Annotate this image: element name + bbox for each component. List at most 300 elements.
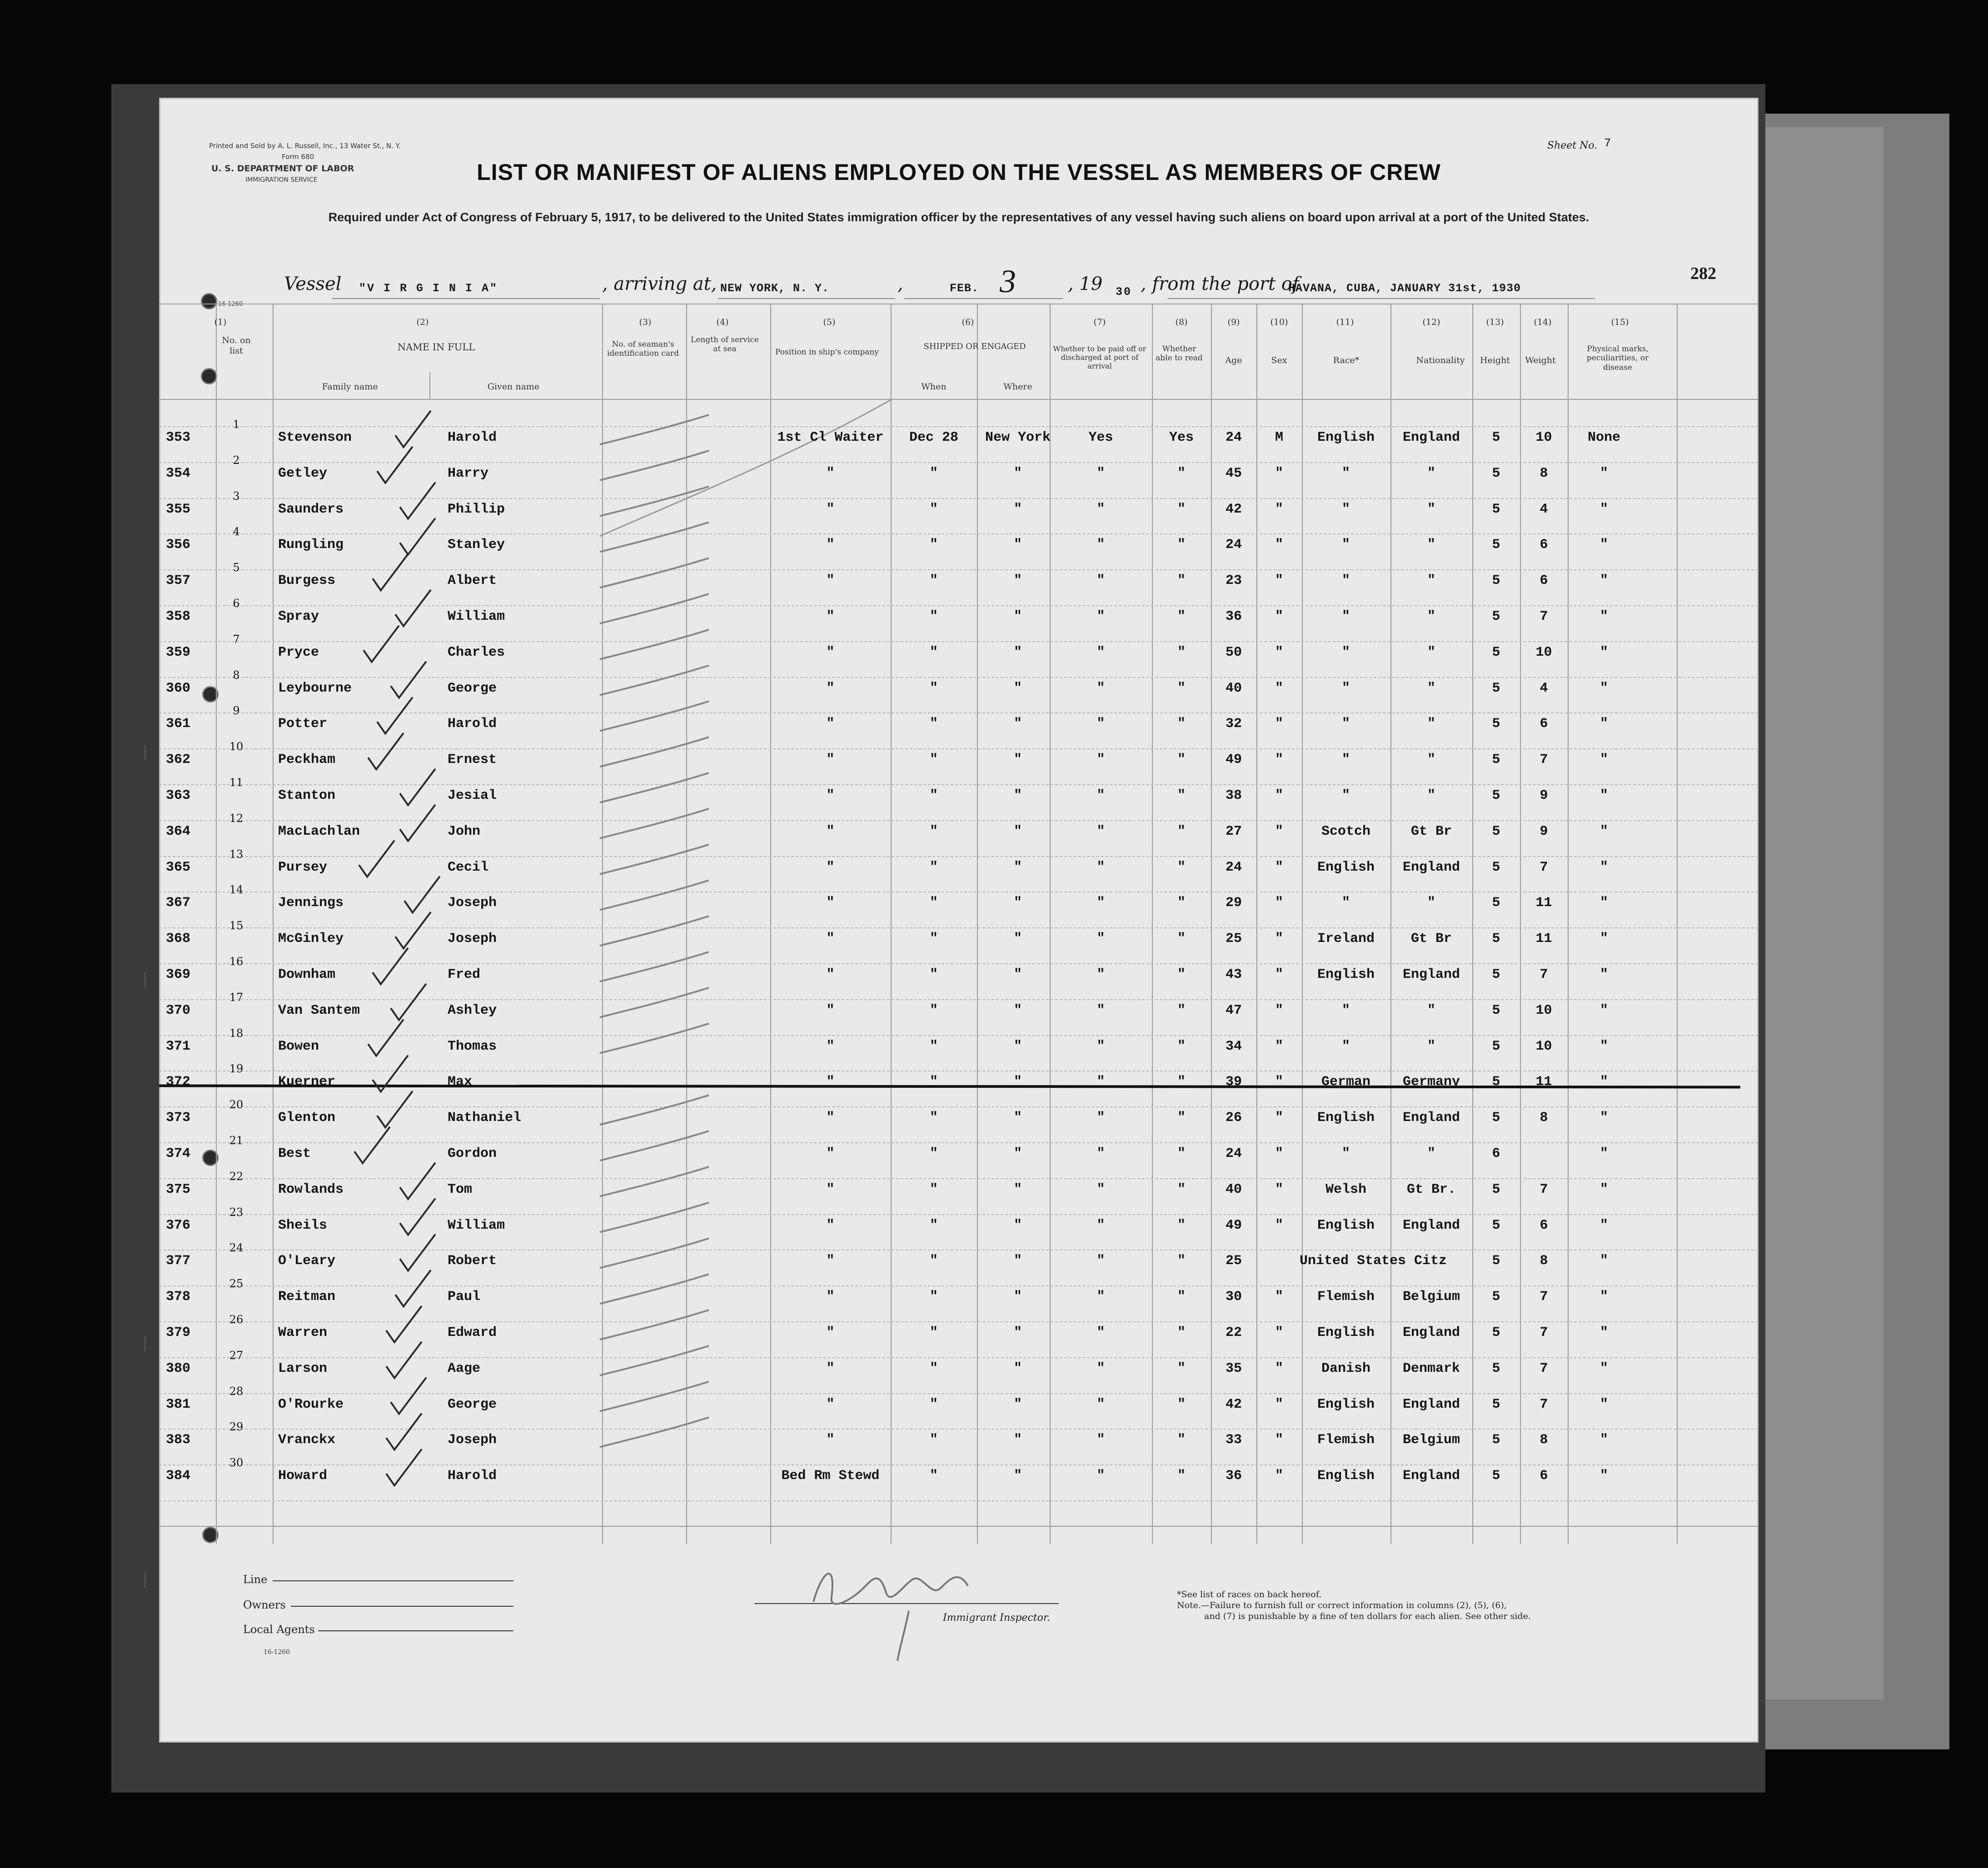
race: " <box>1341 895 1350 911</box>
sex: " <box>1275 1002 1283 1018</box>
row-rule <box>159 820 1759 821</box>
family-name: Rowlands <box>278 1181 344 1197</box>
shipped-where: " <box>1013 573 1022 589</box>
able-to-read: " <box>1177 1468 1186 1484</box>
age: 49 <box>1225 752 1242 768</box>
race: German <box>1321 1074 1371 1090</box>
height: 6 <box>1492 1146 1500 1161</box>
column-number: (4) <box>716 317 729 327</box>
physical-marks: " <box>1599 1110 1608 1126</box>
height: 5 <box>1492 573 1500 589</box>
physical-marks: " <box>1599 1396 1608 1412</box>
shipped-when: " <box>929 1432 938 1448</box>
physical-marks: " <box>1599 501 1608 517</box>
row-rule <box>159 1214 1759 1215</box>
row-number: 17 <box>229 991 244 1004</box>
shipped-when: " <box>929 931 938 947</box>
margin-mark <box>144 1572 146 1588</box>
row-number: 23 <box>229 1205 244 1219</box>
family-name: Potter <box>278 716 328 732</box>
race: Scotch <box>1321 823 1371 839</box>
height: 5 <box>1492 1217 1500 1233</box>
margin-mark <box>144 1336 146 1351</box>
physical-marks: " <box>1599 573 1608 589</box>
height: 5 <box>1492 537 1500 553</box>
race: " <box>1341 501 1350 517</box>
paid-off: " <box>1096 895 1105 911</box>
table-bottom-rule <box>159 1526 1759 1527</box>
shipped-where: " <box>1013 1360 1022 1376</box>
able-to-read: " <box>1177 1146 1186 1161</box>
header-family-name: Family name <box>322 382 378 392</box>
position: " <box>826 1110 835 1126</box>
race: English <box>1317 1110 1375 1126</box>
list-number: 376 <box>166 1217 191 1233</box>
able-to-read: " <box>1177 1325 1186 1340</box>
age: 24 <box>1225 430 1242 445</box>
paid-off: " <box>1096 1289 1105 1305</box>
paid-off: " <box>1096 1468 1105 1484</box>
sex: " <box>1275 716 1283 732</box>
given-name: Jesial <box>448 788 497 803</box>
height: 5 <box>1492 788 1500 803</box>
position: " <box>826 967 835 982</box>
arriving-place: NEW YORK, N. Y. <box>720 282 830 295</box>
column-number: (2) <box>416 317 429 327</box>
race: " <box>1341 680 1350 696</box>
family-name: Larson <box>278 1360 328 1376</box>
row-rule <box>159 1035 1759 1036</box>
physical-marks: " <box>1599 644 1608 660</box>
age: 35 <box>1225 1360 1242 1376</box>
race: Danish <box>1321 1360 1371 1376</box>
header-able-read: Whether able to read <box>1156 344 1203 363</box>
height: 5 <box>1492 1396 1500 1412</box>
nationality: England <box>1402 1325 1460 1340</box>
sex: " <box>1275 823 1283 839</box>
paid-off: " <box>1096 1217 1105 1233</box>
sex: " <box>1275 1432 1283 1448</box>
physical-marks: " <box>1599 1038 1608 1054</box>
row-number: 10 <box>229 740 244 753</box>
race: English <box>1317 430 1375 445</box>
nationality: " <box>1427 1146 1435 1161</box>
header-nationality: Nationality <box>1416 355 1465 365</box>
row-rule <box>159 1178 1759 1179</box>
paid-off: " <box>1096 1360 1105 1376</box>
paid-off: " <box>1096 680 1105 696</box>
sex: " <box>1275 1038 1283 1054</box>
able-to-read: " <box>1177 1038 1186 1054</box>
row-rule <box>159 641 1759 642</box>
local-agents-label: Local Agents <box>243 1623 315 1636</box>
physical-marks: " <box>1599 1146 1608 1161</box>
row-rule <box>159 1321 1759 1322</box>
shipped-where: " <box>1013 537 1022 553</box>
shipped-when: " <box>929 501 938 517</box>
family-name: Kuerner <box>278 1074 336 1090</box>
nationality: Germany <box>1402 1074 1460 1090</box>
race: " <box>1341 1146 1350 1161</box>
age: 40 <box>1225 1181 1242 1197</box>
shipped-where: " <box>1013 1074 1022 1090</box>
header-paid-off: Whether to be paid off or discharged at port of arrival <box>1053 344 1146 371</box>
form-number: Form 680 <box>282 153 314 161</box>
paid-off: " <box>1096 609 1105 624</box>
able-to-read: " <box>1177 716 1186 732</box>
age: 32 <box>1225 716 1242 732</box>
owners-label: Owners <box>243 1599 286 1611</box>
position: " <box>826 931 835 947</box>
age: 25 <box>1225 931 1242 947</box>
given-name: William <box>448 609 505 624</box>
row-rule <box>159 1357 1759 1358</box>
list-number: 372 <box>166 1074 191 1090</box>
sex: " <box>1275 680 1283 696</box>
weight: 7 <box>1540 1396 1548 1412</box>
shipped-where: " <box>1013 716 1022 732</box>
header-no-on-list: No. on list <box>222 335 251 356</box>
list-number: 374 <box>166 1146 191 1161</box>
given-name: Cecil <box>448 859 489 875</box>
row-number: 13 <box>229 847 244 861</box>
height: 5 <box>1492 931 1500 947</box>
printer-credit: Printed and Sold by A. L. Russell, Inc., 13 Water St., N. Y. <box>209 142 401 150</box>
weight: 7 <box>1540 609 1548 624</box>
sex: " <box>1275 1396 1283 1412</box>
given-name: George <box>448 680 497 696</box>
sex: " <box>1275 1360 1283 1376</box>
row-number: 6 <box>233 597 240 610</box>
age: 26 <box>1225 1110 1242 1126</box>
shipped-where: " <box>1013 1217 1022 1233</box>
list-number: 371 <box>166 1038 191 1054</box>
height: 5 <box>1492 609 1500 624</box>
sex: " <box>1275 1289 1283 1305</box>
family-name: Sheils <box>278 1217 328 1233</box>
position: " <box>826 465 835 481</box>
given-name: Joseph <box>448 895 497 911</box>
given-name: Ashley <box>448 1002 497 1018</box>
height: 5 <box>1492 430 1500 445</box>
column-number: (10) <box>1270 317 1288 327</box>
nationality: " <box>1427 788 1435 803</box>
fine-note-2: and (7) is punishable by a fine of ten dollars for each alien. See other side. <box>1204 1611 1531 1621</box>
row-number: 19 <box>229 1062 244 1076</box>
family-name: Vranckx <box>278 1432 336 1448</box>
row-rule <box>159 1106 1759 1107</box>
list-number: 379 <box>166 1325 191 1340</box>
paid-off: Yes <box>1088 430 1113 445</box>
able-to-read: " <box>1177 1217 1186 1233</box>
background-card-inner <box>1761 127 1883 1699</box>
given-name: Charles <box>448 644 505 660</box>
paid-off: " <box>1096 1110 1105 1126</box>
height: 5 <box>1492 895 1500 911</box>
sex: " <box>1275 1146 1283 1161</box>
position: " <box>826 1432 835 1448</box>
nationality: Belgium <box>1402 1432 1460 1448</box>
shipped-where: " <box>1013 823 1022 839</box>
column-number: (12) <box>1422 317 1440 327</box>
race: " <box>1341 716 1350 732</box>
position: " <box>826 1074 835 1090</box>
column-number: (8) <box>1175 317 1188 327</box>
physical-marks: " <box>1599 1325 1608 1340</box>
position: " <box>826 1253 835 1269</box>
family-name: Downham <box>278 967 336 982</box>
age: 36 <box>1225 609 1242 624</box>
position: " <box>826 1289 835 1305</box>
family-name: Burgess <box>278 573 336 589</box>
age: 49 <box>1225 1217 1242 1233</box>
given-name: Harold <box>448 716 497 732</box>
race: " <box>1341 1038 1350 1054</box>
weight: 8 <box>1540 465 1548 481</box>
nationality: England <box>1402 1217 1460 1233</box>
header-age: Age <box>1225 355 1242 365</box>
shipped-when: " <box>929 573 938 589</box>
given-name: Albert <box>448 573 497 589</box>
position: " <box>826 1181 835 1197</box>
row-rule <box>159 927 1759 928</box>
list-number: 381 <box>166 1396 191 1412</box>
race: " <box>1341 573 1350 589</box>
row-rule <box>159 677 1759 678</box>
given-name: William <box>448 1217 505 1233</box>
physical-marks: " <box>1599 716 1608 732</box>
fine-note-1: Note.—Failure to furnish full or correct information in columns (2), (5), (6), <box>1177 1600 1507 1610</box>
paid-off: " <box>1096 644 1105 660</box>
position: " <box>826 1038 835 1054</box>
vessel-name: "V I R G I N I A" <box>359 282 498 295</box>
race: " <box>1341 609 1350 624</box>
inspector-label: Immigrant Inspector. <box>943 1612 1050 1624</box>
column-number: (1) <box>214 317 227 327</box>
row-rule <box>159 963 1759 964</box>
given-name: Robert <box>448 1253 497 1269</box>
able-to-read: " <box>1177 1432 1186 1448</box>
shipped-when: " <box>929 1325 938 1340</box>
row-number: 4 <box>233 525 240 538</box>
shipped-when: " <box>929 1002 938 1018</box>
age: 24 <box>1225 1146 1242 1161</box>
able-to-read: " <box>1177 1289 1186 1305</box>
given-name: Nathaniel <box>448 1110 522 1126</box>
nationality: " <box>1427 573 1435 589</box>
given-name: Harold <box>448 430 497 445</box>
shipped-when: " <box>929 609 938 624</box>
list-number: 356 <box>166 537 191 553</box>
column-number: (5) <box>823 317 836 327</box>
row-number: 14 <box>229 883 244 897</box>
age: 29 <box>1225 895 1242 911</box>
age: 50 <box>1225 644 1242 660</box>
sex: " <box>1275 931 1283 947</box>
row-number: 11 <box>229 776 244 789</box>
row-number: 26 <box>229 1313 244 1326</box>
paid-off: " <box>1096 1181 1105 1197</box>
sex: " <box>1275 1074 1283 1090</box>
line-field[interactable] <box>273 1580 513 1581</box>
shipped-where: " <box>1013 501 1022 517</box>
nationality: England <box>1402 859 1460 875</box>
weight: 7 <box>1540 1325 1548 1340</box>
list-number: 365 <box>166 859 191 875</box>
sex: " <box>1275 1110 1283 1126</box>
able-to-read: " <box>1177 788 1186 803</box>
nationality: England <box>1402 430 1460 445</box>
row-rule <box>159 1142 1759 1143</box>
paid-off: " <box>1096 1002 1105 1018</box>
weight: 9 <box>1540 823 1548 839</box>
shipped-when: " <box>929 1146 938 1161</box>
height: 5 <box>1492 644 1500 660</box>
weight: 11 <box>1535 895 1552 911</box>
row-number: 2 <box>233 453 240 467</box>
age: 43 <box>1225 967 1242 982</box>
position: " <box>826 788 835 803</box>
family-name: O'Rourke <box>278 1396 344 1412</box>
race: " <box>1341 465 1350 481</box>
year-prefix: , 19 <box>1068 274 1103 294</box>
owners-field[interactable] <box>291 1606 513 1607</box>
age: 27 <box>1225 823 1242 839</box>
race: " <box>1341 788 1350 803</box>
date-underline <box>904 272 1063 299</box>
row-rule <box>159 462 1759 463</box>
family-name: Getley <box>278 465 328 481</box>
list-number: 361 <box>166 716 191 732</box>
height: 5 <box>1492 1325 1500 1340</box>
given-name: John <box>448 823 481 839</box>
shipped-when: " <box>929 1468 938 1484</box>
weight: 4 <box>1540 680 1548 696</box>
position: " <box>826 1325 835 1340</box>
shipped-when: " <box>929 967 938 982</box>
nationality: Gt Br <box>1410 823 1452 839</box>
weight: 7 <box>1540 1181 1548 1197</box>
list-number: 360 <box>166 680 191 696</box>
shipped-where: " <box>1013 1253 1022 1269</box>
able-to-read: " <box>1177 1360 1186 1376</box>
local-agents-field[interactable] <box>318 1630 513 1631</box>
position: " <box>826 501 835 517</box>
nationality: " <box>1427 1002 1435 1018</box>
given-name: Gordon <box>448 1146 497 1161</box>
family-name: Van Santem <box>278 1002 360 1018</box>
shipped-where: " <box>1013 1432 1022 1448</box>
given-name: Fred <box>448 967 481 982</box>
row-rule <box>159 748 1759 749</box>
able-to-read: " <box>1177 967 1186 982</box>
header-name-in-full: NAME IN FULL <box>397 342 475 353</box>
weight: 7 <box>1540 1360 1548 1376</box>
race: Welsh <box>1325 1181 1366 1197</box>
given-name: Harry <box>448 465 489 481</box>
row-rule <box>159 784 1759 785</box>
column-number: (3) <box>639 317 652 327</box>
weight: 6 <box>1540 1217 1548 1233</box>
paid-off: " <box>1096 537 1105 553</box>
row-number: 24 <box>229 1241 244 1255</box>
inspector-signature <box>795 1543 1004 1670</box>
race: English <box>1317 967 1375 982</box>
header-rule <box>159 399 1759 400</box>
shipped-where: " <box>1013 931 1022 947</box>
physical-marks: None <box>1587 430 1620 445</box>
family-name: Warren <box>278 1325 328 1340</box>
height: 5 <box>1492 465 1500 481</box>
physical-marks: " <box>1599 1432 1608 1448</box>
row-rule <box>159 999 1759 1000</box>
height: 5 <box>1492 967 1500 982</box>
header-weight: Weight <box>1525 355 1556 365</box>
column-number: (7) <box>1093 317 1106 327</box>
header-height: Height <box>1480 355 1510 365</box>
able-to-read: " <box>1177 680 1186 696</box>
height: 5 <box>1492 859 1500 875</box>
nationality: Gt Br <box>1410 931 1452 947</box>
nationality: " <box>1427 609 1435 624</box>
family-name: Pryce <box>278 644 319 660</box>
sex: " <box>1275 895 1283 911</box>
nationality: Belgium <box>1402 1289 1460 1305</box>
paid-off: " <box>1096 823 1105 839</box>
given-name: Harold <box>448 1468 497 1484</box>
nationality: England <box>1402 1468 1460 1484</box>
physical-marks: " <box>1599 752 1608 768</box>
age: 30 <box>1225 1289 1242 1305</box>
height: 5 <box>1492 1468 1500 1484</box>
row-number: 27 <box>229 1349 244 1362</box>
paid-off: " <box>1096 465 1105 481</box>
row-number: 5 <box>233 561 240 574</box>
given-name: Phillip <box>448 501 505 517</box>
row-number: 20 <box>229 1098 244 1111</box>
age: 24 <box>1225 859 1242 875</box>
age: 38 <box>1225 788 1242 803</box>
header-length-service: Length of service at sea <box>691 335 759 354</box>
sex: " <box>1275 537 1283 553</box>
sheet-number: 7 <box>1604 136 1611 150</box>
list-number: 364 <box>166 823 191 839</box>
row-number: 9 <box>233 704 240 717</box>
paid-off: " <box>1096 1432 1105 1448</box>
height: 5 <box>1492 1110 1500 1126</box>
position: " <box>826 537 835 553</box>
position: " <box>826 716 835 732</box>
given-name: Joseph <box>448 931 497 947</box>
height: 5 <box>1492 1253 1500 1269</box>
row-number: 28 <box>229 1385 244 1398</box>
given-name: Ernest <box>448 752 497 768</box>
shipped-when: " <box>929 1396 938 1412</box>
race: " <box>1341 752 1350 768</box>
physical-marks: " <box>1599 465 1608 481</box>
physical-marks: " <box>1599 967 1608 982</box>
nationality: " <box>1427 716 1435 732</box>
age: 39 <box>1225 1074 1242 1090</box>
paid-off: " <box>1096 788 1105 803</box>
given-name: Joseph <box>448 1432 497 1448</box>
able-to-read: " <box>1177 465 1186 481</box>
list-number: 373 <box>166 1110 191 1126</box>
physical-marks: " <box>1599 537 1608 553</box>
list-number: 363 <box>166 788 191 803</box>
nationality: England <box>1402 1110 1460 1126</box>
shipped-when: " <box>929 465 938 481</box>
